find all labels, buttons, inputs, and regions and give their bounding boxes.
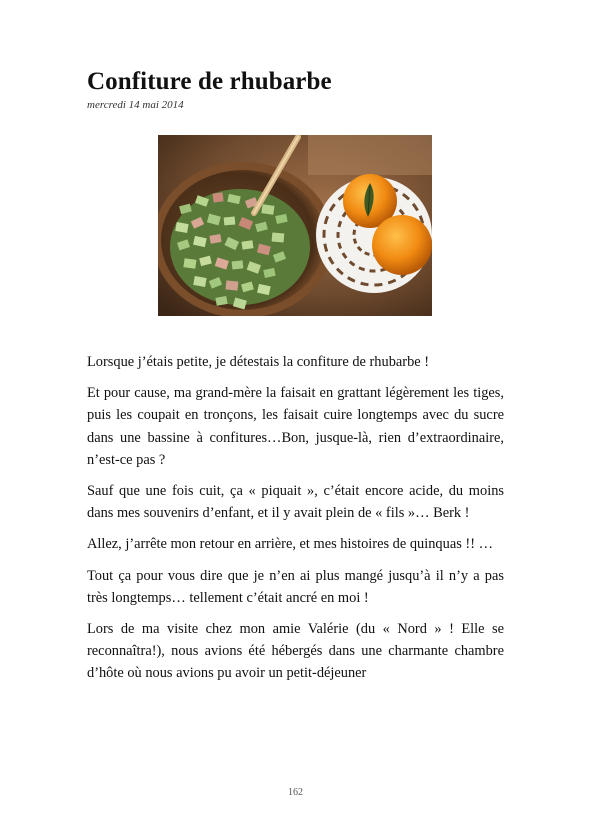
paragraph: Allez, j’arrête mon retour en arrière, et mes histoires de quinquas !! … [87, 536, 493, 553]
page-title: Confiture de rhubarbe [87, 68, 332, 95]
paragraph: Tout ça pour vous dire que je n’en ai plus mangé jusqu’à il n’y a pas très longtemps… tellement c’était ancré en moi ! [87, 567, 504, 606]
page-number: 162 [288, 787, 303, 798]
paragraph: Lors de ma visite chez mon amie Valérie (du « Nord » ! Elle se reconnaîtra!), nous avions été hébergés dans une charmante chambre d’hôte où nous avions pu avoir un petit-déjeuner [87, 621, 504, 682]
post-date: mercredi 14 mai 2014 [87, 99, 184, 111]
paragraph: Et pour cause, ma grand-mère la faisait en grattant légèrement les tiges, puis les coupait en tronçons, les faisait cuire longtemps avec du sucre dans une bassine à confitures…Bon, jusque-là, rien d’extraordinaire, n’est-ce pas ? [87, 385, 504, 468]
paragraph: Sauf que une fois cuit, ça « piquait », c’était encore acide, du moins dans mes souvenirs d’enfant, et il y avait plein de « fils »… Berk ! [87, 483, 504, 522]
paragraph: Lorsque j’étais petite, je détestais la confiture de rhubarbe ! [87, 354, 430, 370]
rhubarb-jam-photo [158, 135, 432, 316]
article-body [87, 351, 504, 694]
